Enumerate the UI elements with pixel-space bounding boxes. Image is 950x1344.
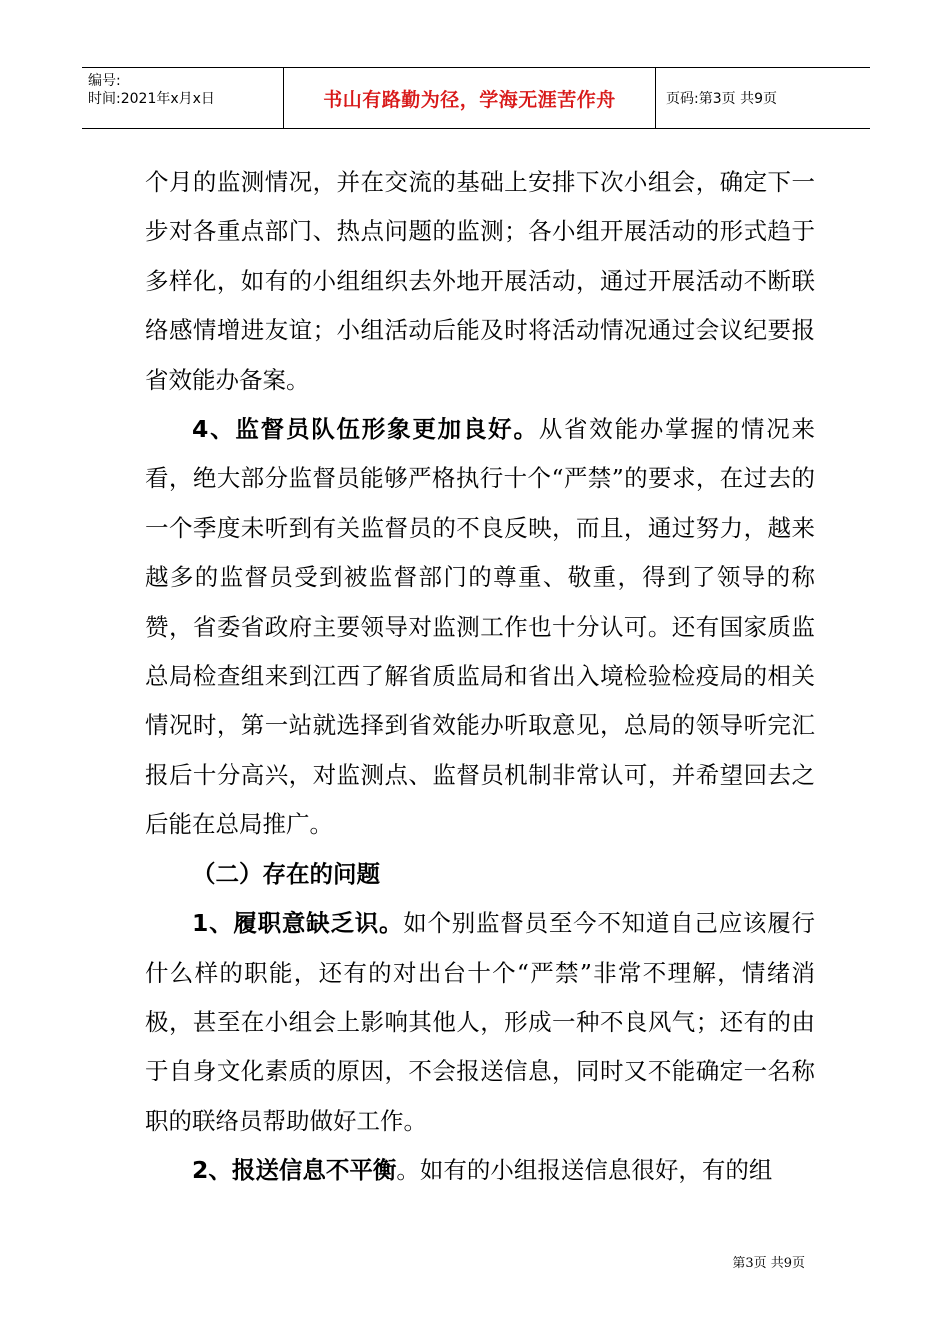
header-meta: [82, 68, 283, 128]
paragraph-text: 从省效能办掌握的情况来看，绝大部分监督员能够严格执行十个“严禁”的要求，在过去的一个季度未听到有关监督员的不良反映，而且，通过努力，越来越多的监督员受到被监督部门的尊重、敬重，得到了领导的称赞，省委省政府主要领导对监测工作也十分认可。还有国家质监总局检查组来到江西了解省质监局和省出入境检验检疫局的相关情况时，第一站就选择到省效能办听取意见，总局的领导听完汇报后十分高兴，对监测点、监督员机制非常认可，并希望回去之后能在总局推广。: [145, 415, 816, 839]
document-body: [145, 158, 815, 1196]
paragraph-text: 。如有的小组报送信息很好，有的组: [396, 1156, 773, 1185]
paragraph-duty-awareness: [145, 899, 815, 1146]
header-page-info: 页码:第3页 共9页: [666, 91, 777, 107]
paragraph-team-image: [145, 405, 815, 850]
document-number-label: 编号:: [88, 73, 121, 89]
page-footer: 第3页 共9页: [732, 1256, 805, 1271]
paragraph-heading: 4、监督员队伍形象更加良好。: [192, 415, 539, 444]
section-title: （二）存在的问题: [192, 859, 380, 888]
paragraph-info-report: [145, 1146, 815, 1195]
document-date: 时间:2021年x月x日: [88, 91, 215, 107]
paragraph-continued: 个月的监测情况，并在交流的基础上安排下次小组会，确定下一步对各重点部门、热点问题的监测；各小组开展活动的形式趋于多样化，如有的小组组织去外地开展活动，通过开展活动不断联络感情增进友谊；小组活动后能及时将活动情况通过会议纪要报省效能办备案。: [145, 168, 815, 394]
paragraph-heading: 1、履职意缺乏识。: [192, 909, 404, 938]
page-header: [82, 67, 870, 129]
header-motto: 书山有路勤为径，学海无涯苦作舟: [283, 68, 656, 128]
paragraph-heading: 2、报送信息不平衡: [192, 1156, 397, 1185]
paragraph-text: 如个别监督员至今不知道自己应该履行什么样的职能，还有的对出台十个“严禁”非常不理解，情绪消极，甚至在小组会上影响其他人，形成一种不良风气；还有的由于自身文化素质的原因，不会报送信息，同时又不能确定一名称职的联络员帮助做好工作。: [145, 909, 815, 1135]
